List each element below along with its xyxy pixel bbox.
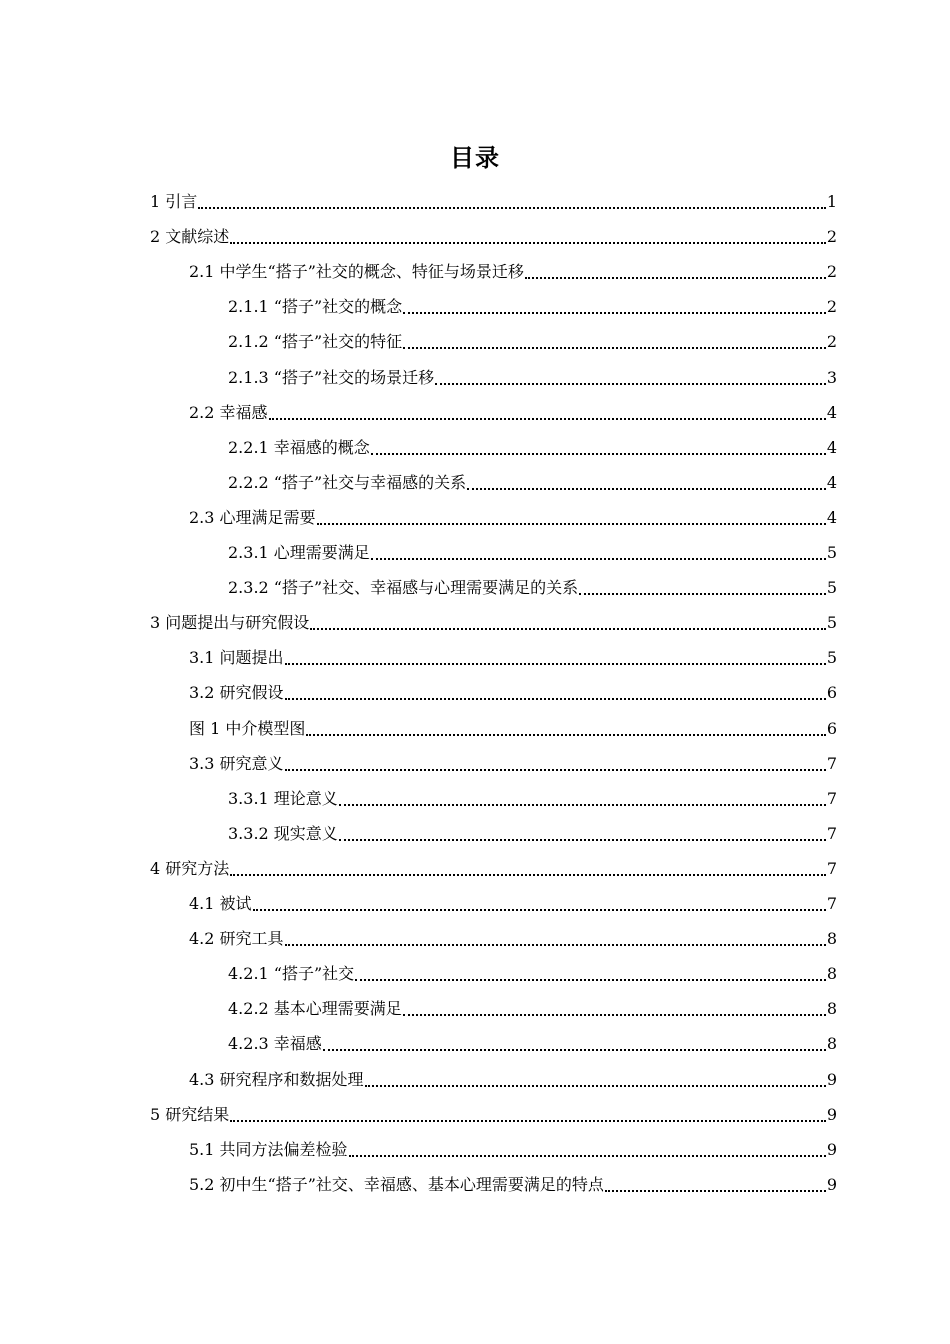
toc-entry-page-number: 8: [826, 964, 837, 984]
toc-dot-leader: [339, 839, 826, 841]
toc-entry[interactable]: [150, 218, 837, 248]
toc-entry[interactable]: [189, 885, 837, 915]
toc-dot-leader: [198, 207, 826, 209]
toc-entry-label: 5 研究结果: [150, 1104, 230, 1124]
toc-entry-page-number: 9: [826, 1174, 837, 1194]
toc-entry-label: 3.3 研究意义: [189, 753, 284, 773]
toc-entry[interactable]: [228, 569, 837, 599]
toc-entry[interactable]: [228, 359, 837, 389]
toc-dot-leader: [403, 1014, 826, 1016]
toc-entry-label: 4.2 研究工具: [189, 929, 284, 949]
toc-entry[interactable]: [228, 1025, 837, 1055]
toc-entry-page-number: 3: [826, 367, 837, 387]
toc-entry-page-number: 7: [826, 823, 837, 843]
toc-dot-leader: [525, 277, 826, 279]
toc-dot-leader: [230, 242, 826, 244]
toc-entry-label: 1 引言: [150, 192, 198, 211]
toc-entry-page-number: 4: [826, 507, 837, 527]
toc-entry-label: 3.3.2 现实意义: [228, 823, 338, 843]
toc-entry-page-number: 7: [826, 894, 837, 913]
toc-entry-page-number: 4: [826, 472, 837, 492]
toc-entry[interactable]: [189, 710, 837, 740]
toc-entry-page-number: 7: [826, 858, 837, 878]
toc-entry-label: 2 文献综述: [150, 227, 230, 247]
toc-entry-page-number: 2: [826, 262, 837, 282]
toc-entry-page-number: 9: [826, 1104, 837, 1124]
toc-dot-leader: [285, 944, 826, 946]
toc-entry-page-number: 7: [826, 753, 837, 773]
toc-dot-leader: [310, 628, 826, 630]
toc-dot-leader: [317, 523, 826, 525]
toc-entry-page-number: 8: [826, 929, 837, 949]
toc-entry-label: 2.2 幸福感: [189, 402, 268, 422]
toc-entry-page-number: 1: [826, 192, 837, 211]
toc-entry-page-number: 6: [826, 683, 837, 703]
toc-entry[interactable]: [150, 850, 837, 880]
toc-entry[interactable]: [228, 323, 837, 353]
toc-entry[interactable]: [150, 604, 837, 634]
toc-entry-label: 2.1.1 “搭子”社交的概念: [228, 297, 403, 317]
toc-entry[interactable]: [189, 253, 837, 283]
toc-dot-leader: [371, 558, 826, 560]
toc-entry[interactable]: [189, 499, 837, 529]
toc-entry-page-number: 5: [826, 543, 837, 562]
toc-dot-leader: [230, 874, 826, 876]
toc-entry[interactable]: [150, 183, 837, 213]
toc-entry-page-number: 5: [826, 648, 837, 668]
toc-entry[interactable]: [228, 815, 837, 845]
toc-dot-leader: [285, 769, 826, 771]
toc-entry[interactable]: [228, 955, 837, 985]
toc-dot-leader: [365, 1085, 826, 1087]
toc-dot-leader: [285, 663, 826, 665]
toc-entry[interactable]: [189, 920, 837, 950]
toc-entry-label: 4.2.2 基本心理需要满足: [228, 999, 402, 1019]
toc-dot-leader: [323, 1049, 826, 1051]
toc-entry-page-number: 2: [826, 227, 837, 247]
toc-dot-leader: [355, 979, 826, 981]
toc-entry[interactable]: [189, 1061, 837, 1091]
toc-entry-label: 4.3 研究程序和数据处理: [189, 1069, 364, 1089]
toc-entry[interactable]: [228, 464, 837, 494]
toc-entry-page-number: 2: [826, 297, 837, 317]
toc-entry-label: 3.2 研究假设: [189, 683, 284, 703]
toc-entry-label: 5.2 初中生“搭子”社交、幸福感、基本心理需要满足的特点: [189, 1174, 604, 1194]
toc-entry-page-number: 6: [826, 718, 837, 738]
toc-dot-leader: [403, 347, 826, 349]
toc-entry-page-number: 4: [826, 402, 837, 422]
toc-title: 目录: [450, 144, 500, 172]
toc-entry-label: 图 1 中介模型图: [189, 718, 306, 738]
toc-entry-page-number: 8: [826, 1034, 837, 1054]
toc-entry[interactable]: [228, 429, 837, 459]
toc-entry-label: 4.2.1 “搭子”社交: [228, 964, 355, 984]
toc-entry[interactable]: [189, 1166, 837, 1196]
toc-entry-label: 3 问题提出与研究假设: [150, 613, 310, 633]
toc-entry-page-number: 2: [826, 332, 837, 352]
toc-entry-label: 4 研究方法: [150, 858, 230, 878]
toc-entry-label: 2.1 中学生“搭子”社交的概念、特征与场景迁移: [189, 262, 524, 282]
toc-entry-page-number: 5: [826, 578, 837, 598]
toc-entry[interactable]: [189, 1131, 837, 1161]
toc-entry-page-number: 7: [826, 788, 837, 808]
toc-entry-label: 5.1 共同方法偏差检验: [189, 1139, 348, 1159]
toc-entry-label: 4.2.3 幸福感: [228, 1034, 322, 1054]
toc-dot-leader: [306, 734, 825, 736]
toc-entry-page-number: 9: [826, 1069, 837, 1089]
toc-entry[interactable]: [228, 534, 837, 564]
toc-entry-label: 3.1 问题提出: [189, 648, 284, 668]
toc-entry-page-number: 9: [826, 1139, 837, 1159]
toc-dot-leader: [269, 418, 826, 420]
toc-entry[interactable]: [189, 639, 837, 669]
toc-dot-leader: [339, 804, 826, 806]
toc-entry-label: 3.3.1 理论意义: [228, 788, 338, 808]
toc-dot-leader: [435, 383, 826, 385]
toc-dot-leader: [253, 909, 826, 911]
toc-entry-label: 2.2.2 “搭子”社交与幸福感的关系: [228, 472, 467, 492]
toc-dot-leader: [371, 453, 826, 455]
toc-entry[interactable]: [228, 780, 837, 810]
toc-entry-label: 2.1.3 “搭子”社交的场景迁移: [228, 367, 435, 387]
toc-entry-page-number: 5: [826, 613, 837, 633]
toc-entry-page-number: 8: [826, 999, 837, 1019]
toc-entry-label: 2.3.1 心理需要满足: [228, 543, 370, 562]
toc-entry[interactable]: [189, 394, 837, 424]
toc-entry[interactable]: [189, 674, 837, 704]
toc-dot-leader: [605, 1190, 826, 1192]
toc-entry-page-number: 4: [826, 437, 837, 457]
toc-entry-label: 2.1.2 “搭子”社交的特征: [228, 332, 403, 352]
toc-dot-leader: [230, 1120, 826, 1122]
toc-entry-label: 2.3 心理满足需要: [189, 507, 316, 527]
toc-entry[interactable]: [150, 1096, 837, 1126]
toc-entry-label: 2.3.2 “搭子”社交、幸福感与心理需要满足的关系: [228, 578, 579, 598]
toc-dot-leader: [285, 698, 826, 700]
toc-dot-leader: [403, 312, 826, 314]
toc-entry-label: 2.2.1 幸福感的概念: [228, 437, 370, 457]
toc-entry[interactable]: [228, 990, 837, 1020]
toc-entry[interactable]: [189, 745, 837, 775]
toc-dot-leader: [349, 1155, 826, 1157]
toc-dot-leader: [579, 593, 826, 595]
toc-entry[interactable]: [228, 288, 837, 318]
toc-entry-label: 4.1 被试: [189, 894, 252, 913]
toc-dot-leader: [467, 488, 826, 490]
